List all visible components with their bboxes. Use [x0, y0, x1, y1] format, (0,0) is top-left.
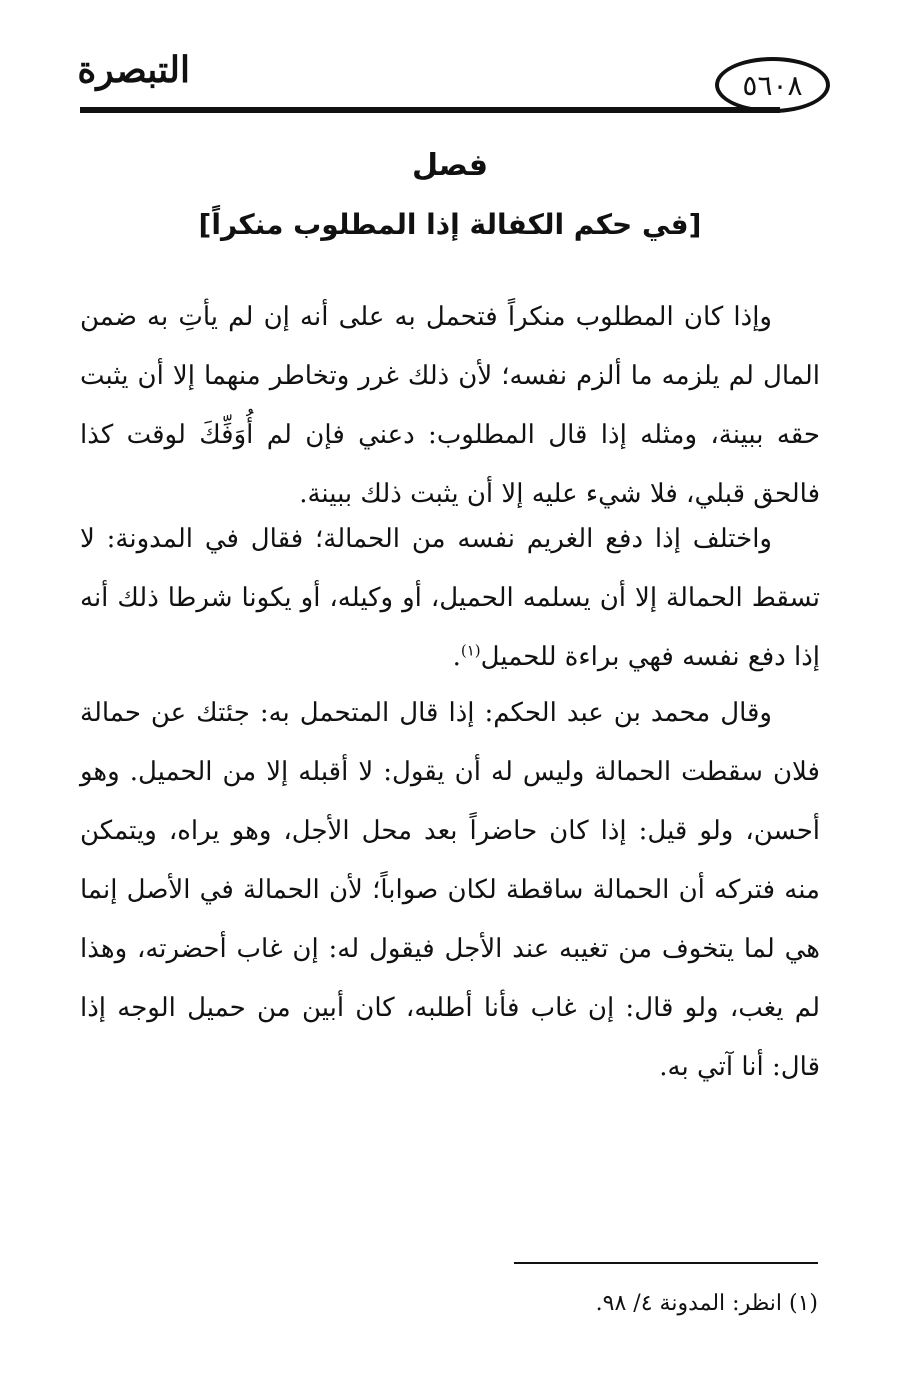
- header-rule: [80, 107, 780, 113]
- paragraph-2-end: .: [452, 642, 461, 672]
- footnote-rule: [514, 1262, 818, 1264]
- footnote-1: (١) انظر: المدونة ٤/ ٩٨.: [595, 1291, 818, 1316]
- book-title: التبصرة: [77, 49, 190, 91]
- section-subtitle: [في حكم الكفالة إذا المطلوب منكراً]: [198, 208, 702, 241]
- paragraph-3-text: وقال محمد بن عبد الحكم: إذا قال المتحمل به: جئتك عن حمالة فلان سقطت الحمالة وليس له أن يقول: لا أقبله إلا من الحميل. وهو أحسن، ولو قيل: إذا كان حاضراً بعد محل الأجل، وهو يراه، ويتمكن منه فتركه أن الحمالة ساقطة لكان صواباً؛ لأن الحمالة في الأصل إنما هي لما يتخوف من تغيبه عند الأجل فيقول له: إن غاب أحضرته، وهذا لم يغب، ولو قال: إن غاب فأنا أطلبه، كان أبين من حميل الوجه إذا قال: أنا آتي به.: [80, 698, 820, 1082]
- paragraph-1: [80, 288, 820, 524]
- paragraph-2: [80, 510, 820, 687]
- paragraph-1-text: وإذا كان المطلوب منكراً فتحمل به على أنه إن لم يأتِ به ضمن المال لم يلزمه ما ألزم نفسه؛ لأن ذلك غرر وتخاطر منهما إلا أن يثبت حقه ببينة، ومثله إذا قال المطلوب: دعني فإن لم أُوَفِّكَ لوقت كذا فالحق قبلي، فلا شيء عليه إلا أن يثبت ذلك ببينة.: [80, 302, 820, 509]
- section-title: فصل: [412, 148, 488, 183]
- paragraph-2-text: واختلف إذا دفع الغريم نفسه من الحمالة؛ فقال في المدونة: لا تسقط الحمالة إلا أن يسلمه الحميل، أو وكيله، أو يكونا شرطا ذلك أنه إذا دفع نفسه فهي براءة للحميل: [80, 524, 820, 672]
- page-number: ٥٦٠٨: [715, 57, 830, 113]
- footnote-reference[interactable]: (١): [460, 641, 481, 660]
- paragraph-3: [80, 684, 820, 1097]
